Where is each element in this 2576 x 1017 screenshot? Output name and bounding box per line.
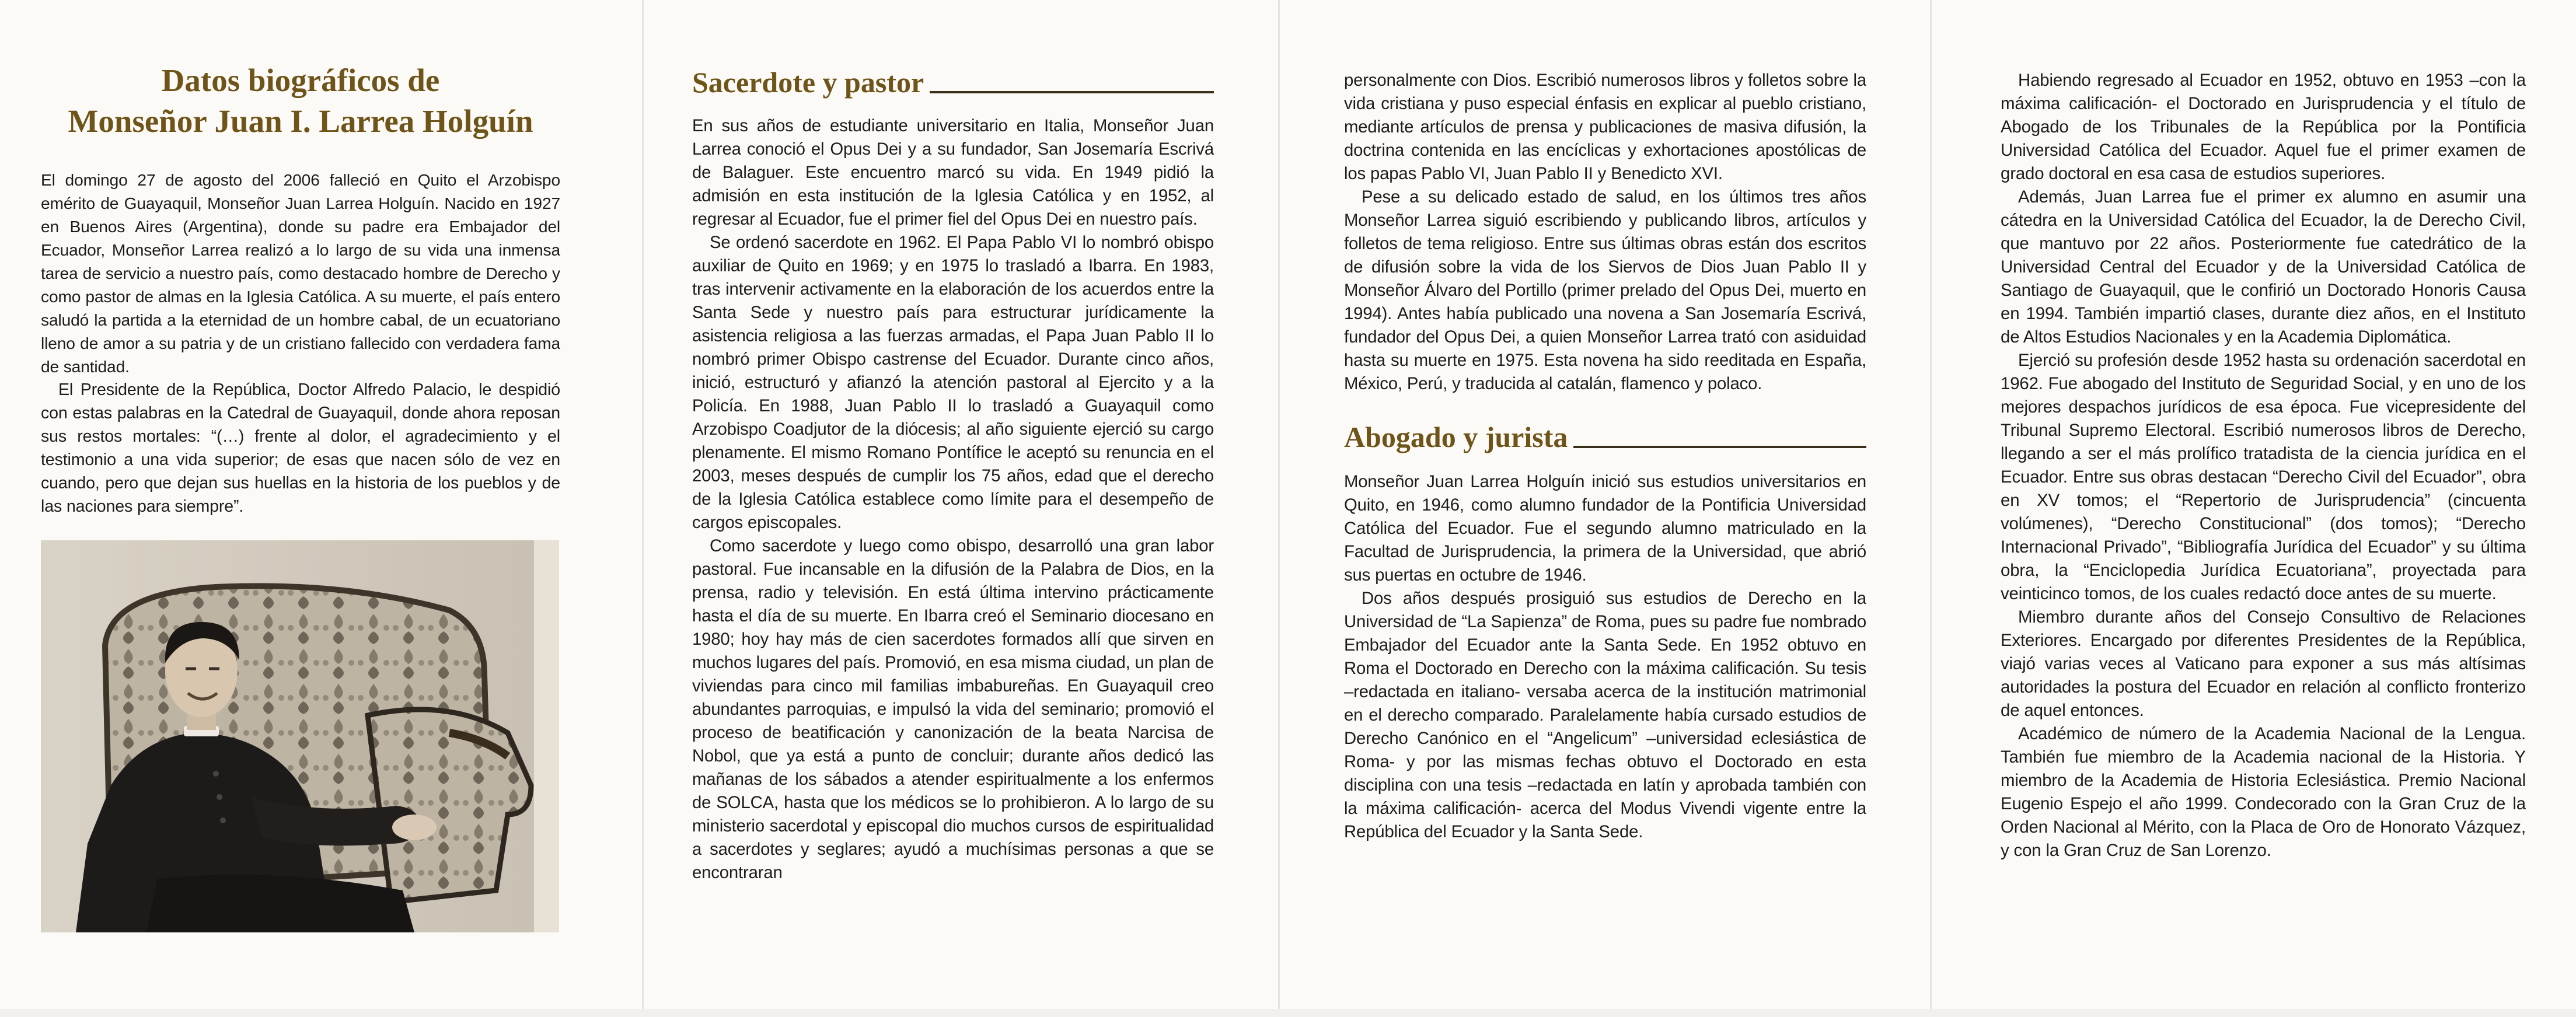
continued-text: [1344, 69, 1866, 396]
page-title: [41, 60, 560, 142]
paragraph: Se ordenó sacerdote en 1962. El Papa Pablo VI lo nombró obispo auxiliar de Quito en 1969; y en 1975 lo trasladó a Ibarra. En 1983, tras intervenir activamente en la elaboración de los acuerdos entre la Santa Sede y nuestro país para estructurar jurídicamente la asistencia religiosa a las fuerzas armadas, el Papa Juan Pablo II lo nombró primer Obispo castrense del Ecuador. Durante cinco años, inició, estructuró y afianzó la atención pastoral al Ejercito y a la Policía. En 1988, Juan Pablo II lo trasladó a Guayaquil como Arzobispo Coadjutor de la diócesis; al año siguiente ejerció su cargo plenamente. El mismo Romano Pontífice le aceptó su renuncia en el 2003, meses después de cumplir los 75 años, edad que el derecho de la Iglesia Católica establece como límite para el desempeño de cargos episcopales.: [692, 233, 1214, 532]
jurista-text: [1344, 470, 1866, 844]
paragraph: En sus años de estudiante universitario en Italia, Monseñor Juan Larrea conoció el Opus Dei y a su fundador, San Josemaría Escrivá de Balaguer. Este encuentro marcó su vida. En 1949 pidió la admisión en esta institución de la Iglesia Católica y en 1952, al regresar al Ecuador, fue el primer fiel del Opus Dei en nuestro país.: [692, 116, 1214, 229]
fold-line: [642, 0, 644, 1017]
title-line-2: Monseñor Juan I. Larrea Holguín: [68, 103, 533, 139]
panel-jurista: [1344, 0, 1866, 1017]
career-text: [2001, 69, 2526, 862]
title-line-1: Datos biográficos de: [161, 62, 440, 98]
heading-text: Abogado y jurista: [1344, 421, 1568, 453]
heading-rule: [1573, 446, 1866, 448]
paragraph: Ejerció su profesión desde 1952 hasta su ordenación sacerdotal en 1962. Fue abogado del Instituto de Seguridad Social, y en uno de los mejores despachos jurídicos de esa época. Fue vicepresidente del Tribunal Supremo Electoral. Escribió numerosos libros de Derecho, llegando a ser el más prolífico tratadista de la ciencia jurídica en el Ecuador. Entre sus obras destacan “Derecho Civil del Ecuador”, obra en XV tomos; el “Repertorio de Jurisprudencia” (cincuenta volúmenes), “Derecho Constitucional” (dos tomos); “Derecho Internacional Privado”, “Bibliografía Jurídica del Ecuador” y su última obra, la “Enciclopedia Jurídica Ecuatoriana”, proyectada para veinticinco tomos, de los cuales redactó doce antes de su muerte.: [2001, 351, 2526, 603]
portrait-photo: [41, 540, 559, 932]
paragraph: El domingo 27 de agosto del 2006 falleció en Quito el Arzobispo emérito de Guayaquil, Monseñor Juan Larrea Holguín. Nacido en 1927 en Buenos Aires (Argentina), donde su padre era Embajador del Ecuador, Monseñor Larrea realizó a lo largo de su vida una inmensa tarea de servicio a nuestro país, como destacado hombre de Derecho y como pastor de almas en la Iglesia Católica. A su muerte, el país entero saludó la partida a la eternidad de un hombre cabal, de un ecuatoriano lleno de amor a su patria y de un cristiano fallecido con verdadera fama de santidad.: [41, 170, 560, 376]
paragraph: Monseñor Juan Larrea Holguín inició sus estudios universitarios en Quito, en 1946, como alumno fundador de la Pontificia Universidad Católica del Ecuador. Fue el segundo alumno matriculado en la Facultad de Jurisprudencia, la primera de la Universidad, que abrió sus puertas en octubre de 1946.: [1344, 472, 1866, 585]
biography-text: [41, 168, 560, 518]
sacerdote-text: [692, 114, 1214, 885]
panel-sacerdote: [692, 0, 1214, 1017]
section-heading-sacerdote: [692, 65, 1214, 99]
paragraph: Dos años después prosiguió sus estudios de Derecho en la Universidad de “La Sapienza” de Roma, pues su padre fue nombrado Embajador del Ecuador ante la Santa Sede. En 1952 obtuvo en Roma el Doctorado en Derecho con la máxima calificación. Su tesis –redactada en italiano- versaba acerca de la institución matrimonial en el derecho comparado. Paralelamente había cursado estudios de Derecho Canónico en el “Angelicum” –universidad eclesiástica de Roma- y por las mismas fechas obtuvo el Doctorado en esta disciplina con una tesis –redactada en latín y aprobada también con la máxima calificación- acerca del Modus Vivendi vigente entre la República del Ecuador y la Santa Sede.: [1344, 589, 1866, 841]
fold-line: [1930, 0, 1932, 1017]
paragraph: Pese a su delicado estado de salud, en los últimos tres años Monseñor Larrea siguió escribiendo y publicando libros, artículos y folletos de tema religioso. Entre sus últimas obras están dos escritos de difusión sobre la vida de los Siervos de Dios Juan Pablo II y Monseñor Álvaro del Portillo (primer prelado del Opus Dei, muerto en 1994). Antes había publicado una novena a San Josemaría Escrivá, fundador del Opus Dei, a quien Monseñor Larrea trató con asiduidad hasta su muerte en 1975. Esta novena ha sido reeditada en España, México, Perú, y traducida al catalán, flamenco y polaco.: [1344, 187, 1866, 393]
paragraph: personalmente con Dios. Escribió numerosos libros y folletos sobre la vida cristiana y puso especial énfasis en explicar al pueblo cristiano, mediante artículos de prensa y publicaciones de masiva difusión, la doctrina contenida en las encíclicas y exhortaciones apostólicas de los papas Pablo VI, Juan Pablo II y Benedicto XVI.: [1344, 71, 1866, 183]
heading-rule: [930, 91, 1214, 93]
paragraph: Como sacerdote y luego como obispo, desarrolló una gran labor pastoral. Fue incansable en la difusión de la Palabra de Dios, en la prensa, radio y televisión. En está última intervino prácticamente hasta el día de su muerte. En Ibarra creó el Seminario diocesano en 1980; hoy hay más de cien sacerdotes formados allí que sirven en muchos lugares del país. Promovió, en esa misma ciudad, un plan de viviendas para cinco mil familias imbabureñas. En Guayaquil creo abundantes parroquias, e impulsó la vida del seminario; promovió el proceso de beatificación y canonización de la beata Narcisa de Nobol, que ya está a punto de concluir; durante años dedicó las mañanas de los sábados a atender espiritualmente a los enfermos de SOLCA, hasta que los médicos se lo prohibieron. A lo largo de su ministerio sacerdotal y episcopal dio muchos cursos de espiritualidad a sacerdotes y seglares; ayudó a muchísimas personas a que se encontraran: [692, 536, 1214, 882]
panel-career: [2001, 0, 2526, 1017]
heading-text: Sacerdote y pastor: [692, 66, 924, 99]
paragraph: Académico de número de la Academia Nacional de la Lengua. También fue miembro de la Academia nacional de la Historia. Y miembro de la Academia de Historia Eclesiástica. Premio Nacional Eugenio Espejo el año 1999. Condecorado con la Gran Cruz de la Orden Nacional al Mérito, con la Placa de Oro de Honorato Vázquez, y con la Gran Cruz de San Lorenzo.: [2001, 724, 2526, 860]
portrait-image: [41, 540, 559, 932]
paragraph: Miembro durante años del Consejo Consultivo de Relaciones Exteriores. Encargado por diferentes Presidentes de la República, viajó varias veces al Vaticano para exponer a sus más altísimas autoridades la postura del Ecuador en relación al conflicto fronterizo de aquel entonces.: [2001, 607, 2526, 720]
page-bottom-edge: [0, 1009, 2576, 1017]
paragraph: El Presidente de la República, Doctor Alfredo Palacio, le despidió con estas palabras en la Catedral de Guayaquil, donde ahora reposan sus restos mortales: “(…) frente al dolor, el agradecimiento y el testimonio a una vida superior; de esas que nacen sólo de vez en cuando, pero que dejan sus huellas en la historia de los pueblos y de las naciones para siempre”.: [41, 380, 560, 516]
paragraph: Habiendo regresado al Ecuador en 1952, obtuvo en 1953 –con la máxima calificación- el Doctorado en Jurisprudencia y el título de Abogado de los Tribunales de la República por la Pontificia Universidad Católica del Ecuador. Aquel fue el primer examen de grado doctoral en esa casa de estudios superiores.: [2001, 71, 2526, 183]
paragraph: Además, Juan Larrea fue el primer ex alumno en asumir una cátedra en la Universidad Católica del Ecuador, la de Derecho Civil, que mantuvo por 22 años. Posteriormente fue catedrático de la Universidad Central del Ecuador y de la Universidad Católica de Santiago de Guayaquil, que le confirió un Doctorado Honoris Causa en 1994. También impartió clases, durante diez años, en el Instituto de Altos Estudios Nacionales y en la Academia Diplomática.: [2001, 187, 2526, 347]
section-heading-abogado: [1344, 420, 1866, 454]
fold-line: [1278, 0, 1280, 1017]
